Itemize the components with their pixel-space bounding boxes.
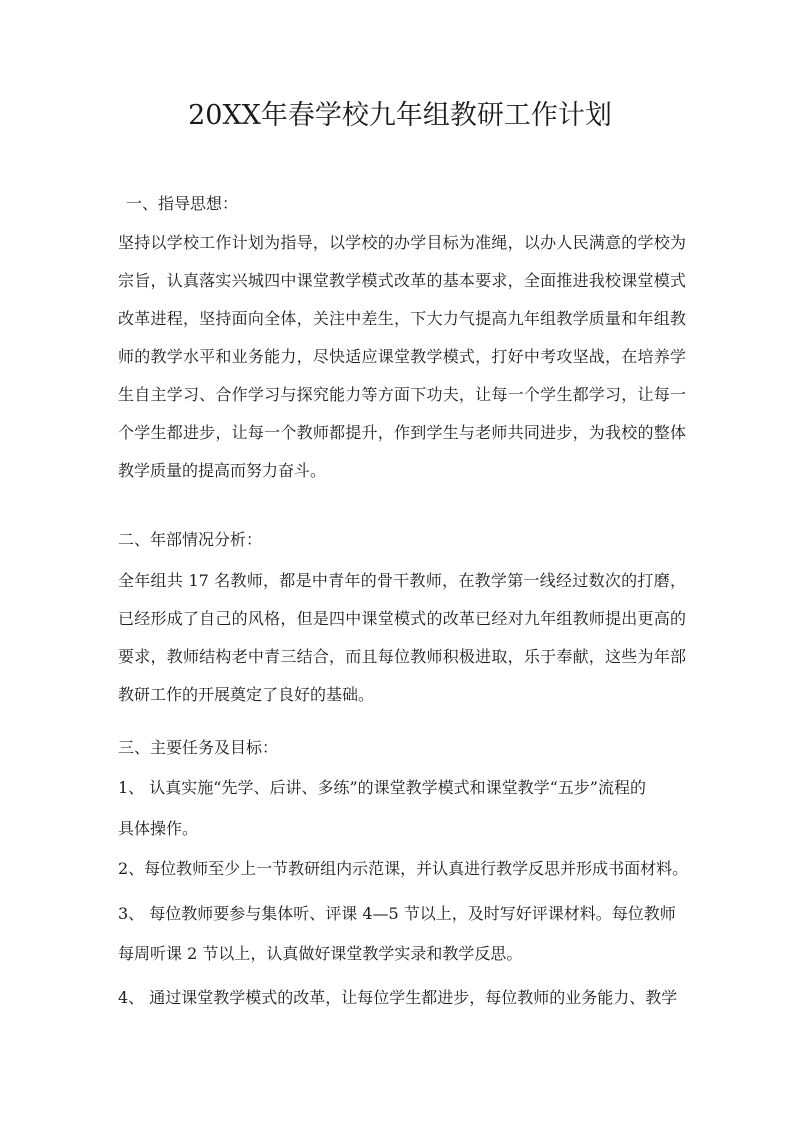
list-item-1-line-1: 1、 认真实施“先学、后讲、多练”的课堂教学模式和课堂教学“五步”流程的	[118, 778, 646, 797]
section-heading-tasks-goals: 三、主要任务及目标：	[118, 738, 279, 757]
section-heading-guiding-ideology: 一、指导思想：	[126, 194, 239, 213]
list-item-2-line-1: 2、每位教师至少上一节教研组内示范课，并认真进行教学反思并形成书面材料。	[118, 859, 689, 878]
section-paragraph-situation-analysis: 全年组共 17 名教师，都是中青年的骨干教师，在教学第一线经过数次的打磨，已经形成了自己的风格，但是四中课堂模式的改革已经对九年组教师提出更高的要求，教师结构老中青三结合，而且每位教师积极进取，乐于奉献，这些为年部教研工作的开展奠定了良好的基础。	[118, 571, 686, 704]
list-item-4-line-1: 4、 通过课堂教学模式的改革，让每位学生都进步，每位教师的业务能力、教学	[118, 988, 678, 1007]
document-title: 20XX年春学校九年组教研工作计划	[188, 100, 612, 131]
list-item-3-line-1: 3、 每位教师要参与集体听、评课 4—5 节以上，及时写好评课材料。每位教师	[118, 904, 676, 923]
section-paragraph-guiding-ideology: 坚持以学校工作计划为指导，以学校的办学目标为准绳，以办人民满意的学校为宗旨，认真落实兴城四中课堂教学模式改革的基本要求，全面推进我校课堂模式改革进程，坚持面向全体，关注中差生，下大力气提高九年组教学质量和年组教师的教学水平和业务能力，尽快适应课堂教学模式，打好中考攻坚战，在培养学生自主学习、合作学习与探究能力等方面下功夫，让每一个学生都学习，让每一个学生都进步，让每一个教师都提升，作到学生与老师共同进步，为我校的整体教学质量的提高而努力奋斗。	[118, 233, 686, 480]
list-item-3-line-2: 每周听课 2 节以上，认真做好课堂教学实录和教学反思。	[118, 944, 523, 963]
section-heading-situation-analysis: 二、年部情况分析：	[118, 530, 263, 549]
list-item-1-line-2: 具体操作。	[118, 819, 199, 838]
